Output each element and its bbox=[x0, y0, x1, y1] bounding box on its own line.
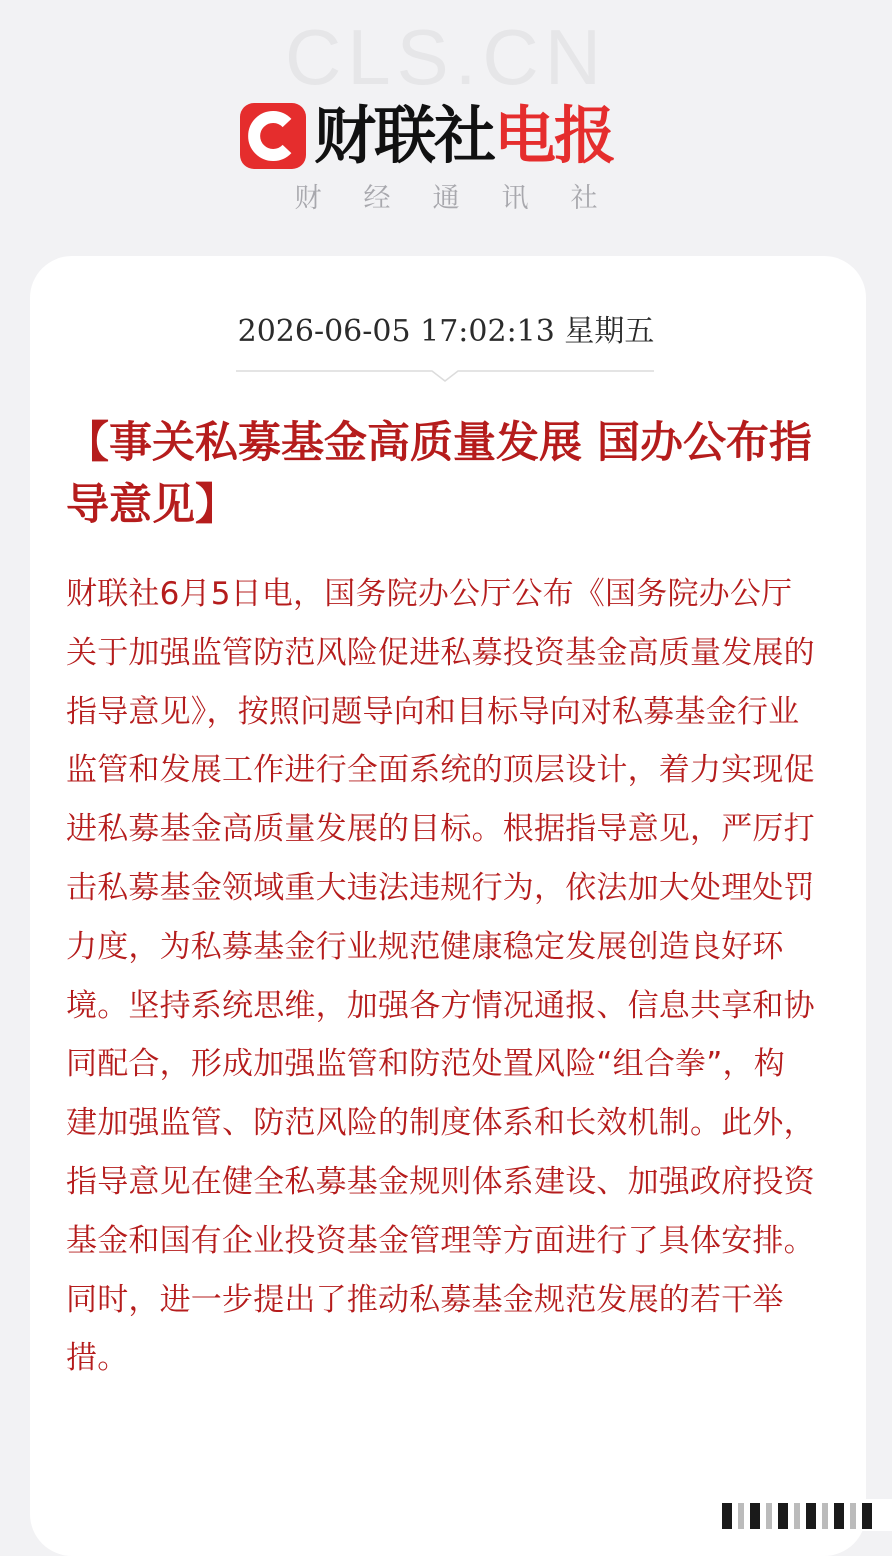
brand-name-red: 电报 bbox=[494, 99, 615, 172]
date-divider bbox=[236, 366, 654, 386]
brand-logo bbox=[240, 101, 614, 171]
article-datetime: 2026-06-05 17:02:13 星期五 bbox=[237, 314, 655, 349]
article-headline: 【事关私募基金高质量发展 国办公布指导意见】 bbox=[66, 418, 812, 530]
brand-name-black: 财联社 bbox=[314, 99, 495, 172]
cls-watermark: CLS.CN bbox=[284, 13, 608, 101]
article-body: 财联社6月5日电，国务院办公厅公布《国务院办公厅关于加强监管防范风险促进私募投资基金高质量发展的指导意见》，按照问题导向和目标导向对私募基金行业监管和发展工作进行全面系统的顶层设计，着力实现促进私募基金高质量发展的目标。根据指导意见，严厉打击私募基金领域重大违法违规行为，依法加大处理处罚力度，为私募基金行业规范健康稳定发展创造良好环境。坚持系统思维，加强各方情况通报、信息共享和协同配合，形成加强监管和防范处置风险“组合拳”，构建加强监管、防范风险的制度体系和长效机制。此外，指导意见在健全私募基金规则体系建设、加强政府投资基金和国有企业投资基金管理等方面进行了具体安排。同时，进一步提出了推动私募基金规范发展的若干举措。 bbox=[66, 576, 815, 1377]
watermark-bars-icon bbox=[716, 1493, 892, 1531]
cls-c-logo-icon bbox=[240, 103, 306, 169]
brand-tagline: 财经通讯社 bbox=[294, 183, 640, 214]
